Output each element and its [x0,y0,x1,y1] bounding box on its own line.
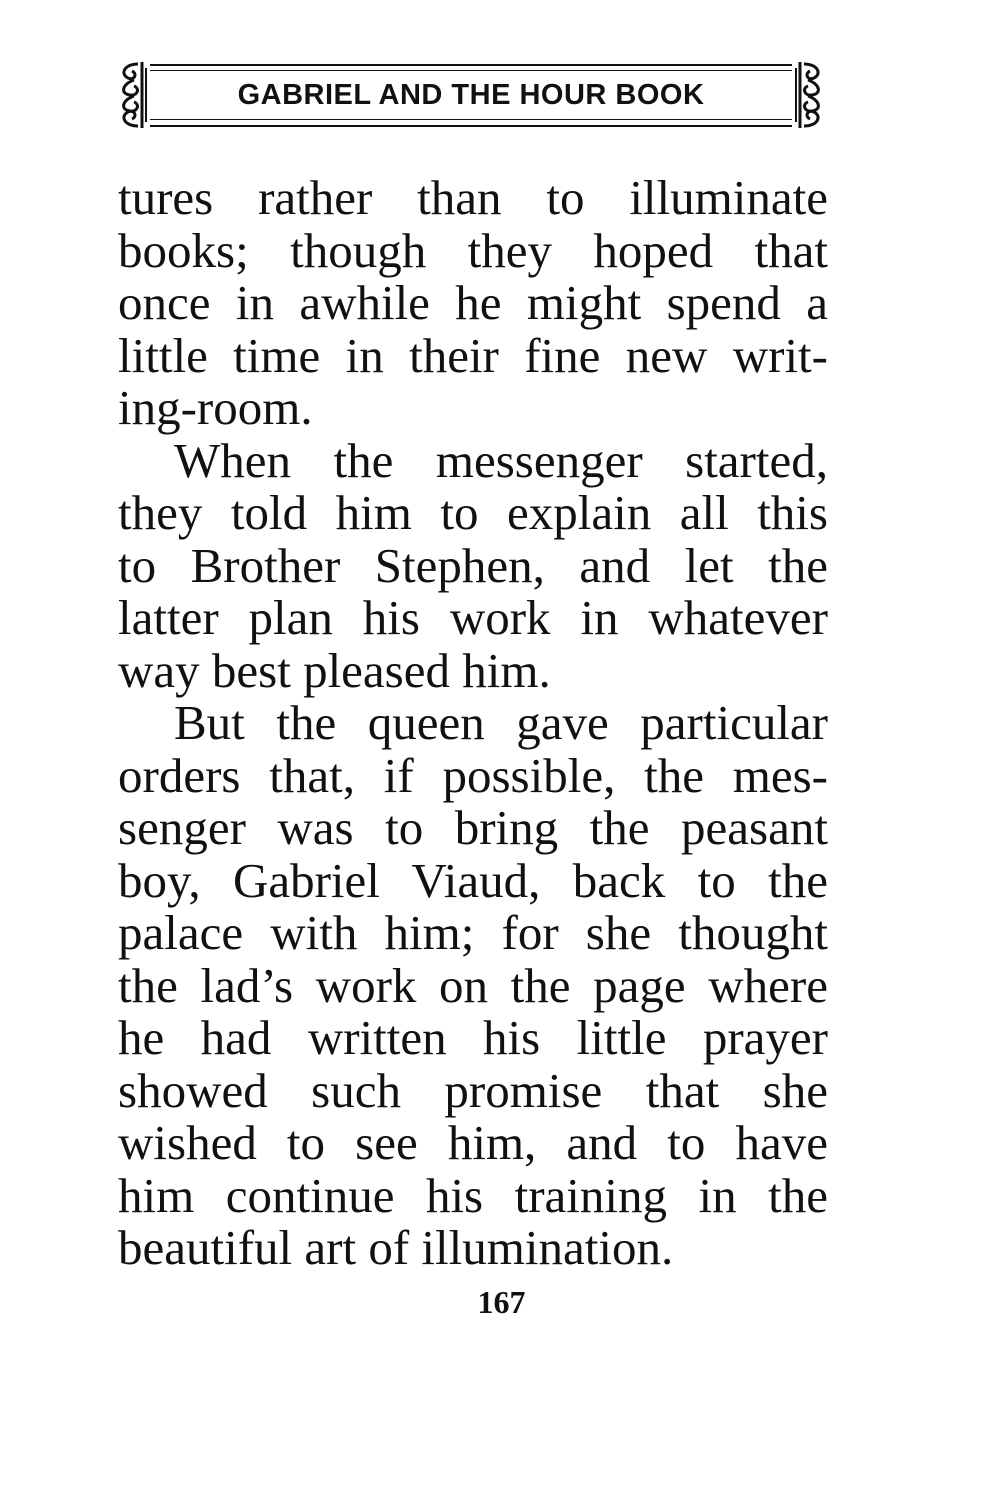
header-rule-top-thin [150,70,792,71]
text-line: books; though they hoped that [118,222,828,278]
text-line: he had written his little prayer [118,1010,828,1065]
scroll-ornament-right-icon [794,60,830,130]
header-rule-top-thick [150,64,792,66]
paragraph-start-line: But the queen gave particular [174,695,828,750]
text-line: to Brother Stephen, and let the [118,537,828,593]
header-rule-bottom-thick [150,125,792,127]
running-header [112,58,830,132]
scroll-ornament-left-icon [112,60,148,130]
text-line: tures rather than to illuminate [118,170,828,225]
text-line: little time in their fine new writ- [118,327,828,383]
text-line: boy, Gabriel Viaud, back to the [118,852,828,908]
text-line: palace with him; for she thought [118,905,828,960]
text-line: beautiful art of illumination. [118,1220,674,1275]
text-line: ing-room. [118,380,313,435]
body-text [118,172,828,1275]
text-line: him continue his training in the [118,1167,828,1223]
text-line: senger was to bring the peasant [118,800,828,855]
text-line: orders that, if possible, the mes- [118,747,828,803]
text-line: latter plan his work in whatever [118,590,828,645]
text-line: the lad’s work on the page where [118,957,828,1013]
text-line: once in awhile he might spend a [118,275,828,330]
text-line: wished to see him, and to have [118,1115,828,1170]
text-line: showed such promise that she [118,1062,828,1118]
paragraph-start-line: When the messenger started, [174,432,828,488]
header-rule-bottom-thin [150,119,792,120]
page-number: 167 [477,1284,526,1320]
running-title: GABRIEL AND THE HOUR BOOK [237,79,705,111]
text-line: way best pleased him. [118,642,551,698]
text-line: they told him to explain all this [118,485,828,540]
